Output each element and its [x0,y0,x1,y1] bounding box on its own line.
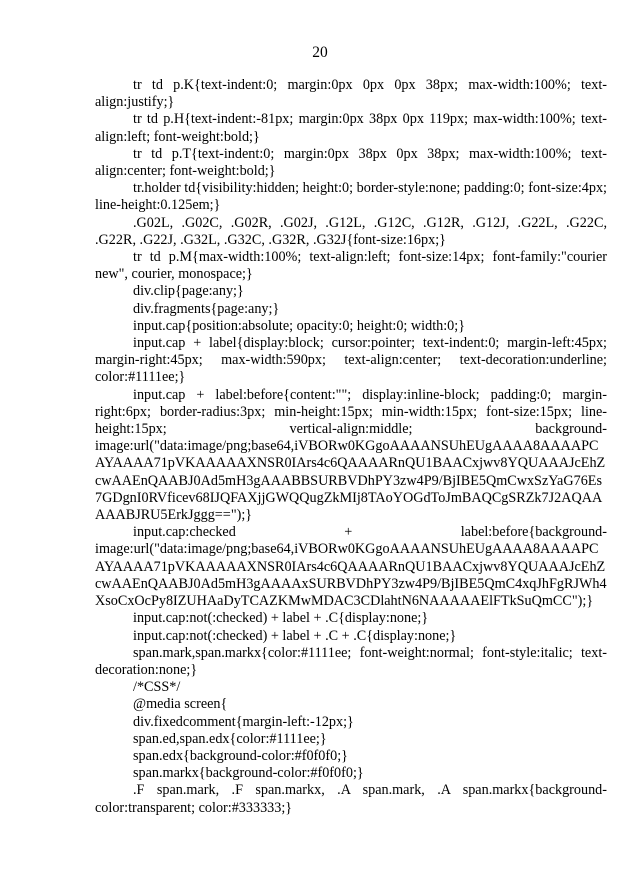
css-rule-paragraph: .F span.mark, .F span.markx, .A span.mark, .A span.markx{background-color:transparent; color:#333333;} [95,782,607,816]
media-query-open: @media screen{ [133,696,228,713]
css-rule-paragraph: div.fixedcomment{margin-left:-12px;} [133,713,354,730]
css-rule-paragraph: input.cap + label{display:block; cursor:pointer; text-indent:0; margin-left:45px; margin-right:45px; max-width:590px; text-align:center; text-decoration:underline; color:#1111ee;} [95,335,607,386]
css-rule-paragraph: span.mark,span.markx{color:#1111ee; font-weight:normal; font-style:italic; text-decoration:none;} [95,644,607,678]
css-rule-paragraph: tr td p.T{text-indent:0; margin:0px 38px 0px 38px; max-width:100%; text-align:center; font-weight:bold;} [95,145,607,180]
page-body [95,77,607,817]
css-comment: /*CSS*/ [133,679,181,696]
css-rule-paragraph: input.cap{position:absolute; opacity:0; height:0; width:0;} [133,317,466,334]
css-rule-paragraph: input.cap:not(:checked) + label + .C{display:none;} [133,610,429,627]
css-rule-paragraph: span.markx{background-color:#f0f0f0;} [133,765,364,782]
css-rule-paragraph: span.edx{background-color:#f0f0f0;} [133,747,348,764]
css-rule-paragraph: input.cap + label:before{content:""; display:inline-block; padding:0; margin-right:6px; border-radius:3px; min-height:15px; min-width:15px; font-size:15px; line-height:15px; vertical-align:middle; background-image:url("data:image/png;base64,iVBORw0KGgoAAAANSUhEUgAAAA8AAAAPCAYAAAA71pVKAAAAAXNSR0IArs4c6QAAAARnQU1BAACxjwv8YQUAAAJcEhZcwAAEnQAABJ0Ad5mH3gAAABBSURBVDhPY3zw4P9/BjIBE5QmCwxSzYaG76Es7GDgnI0RVficev68IJQFAXjjGWQQugZkMIj8TAoYOGdToJmBAQCgSRZk7J2AQAAAAABJRU5ErkJggg==");} [95,386,607,524]
css-rule-paragraph: tr td p.M{max-width:100%; text-align:left; font-size:14px; font-family:"courier new", courier, monospace;} [95,249,607,283]
css-rule-paragraph: tr.holder td{visibility:hidden; height:0; border-style:none; padding:0; font-size:4px; line-height:0.125em;} [95,180,607,214]
css-rule-paragraph: div.clip{page:any;} [133,283,244,300]
css-rule-paragraph: input.cap:checked + label:before{background-image:url("data:image/png;base64,iVBORw0KGgoAAAANSUhEUgAAAA8AAAAPCAYAAAA71pVKAAAAAXNSR0IArs4c6QAAAARnQU1BAACxjwv8YQUAAAJcEhZcwAAEnQAABJ0Ad5mH3gAAAAxSURBVDhPY3zw4P9/BjIBE5QmC4xqJhFgRJWh4XsoCxOcPy8IZUHAaDyTCAZKMwMDAC3CDlahtN6NAAAAAElFTkSuQmCC");} [95,524,607,610]
css-rule-paragraph: input.cap:not(:checked) + label + .C + .C{display:none;} [133,627,457,644]
css-rule-paragraph: tr td p.H{text-indent:-81px; margin:0px 38px 0px 119px; max-width:100%; text-align:left; font-weight:bold;} [95,111,607,145]
css-rule-paragraph: span.ed,span.edx{color:#1111ee;} [133,730,327,747]
css-rule-paragraph: .G02L, .G02C, .G02R, .G02J, .G12L, .G12C, .G12R, .G12J, .G22L, .G22C, .G22R, .G22J, .G32L, .G32C, .G32R, .G32J{font-size:16px;} [95,214,607,248]
css-rule-paragraph: div.fragments{page:any;} [133,300,280,317]
css-rule-paragraph: tr td p.K{text-indent:0; margin:0px 0px 0px 38px; max-width:100%; text-align:justify;} [95,77,607,111]
page-number: 20 [312,44,328,61]
